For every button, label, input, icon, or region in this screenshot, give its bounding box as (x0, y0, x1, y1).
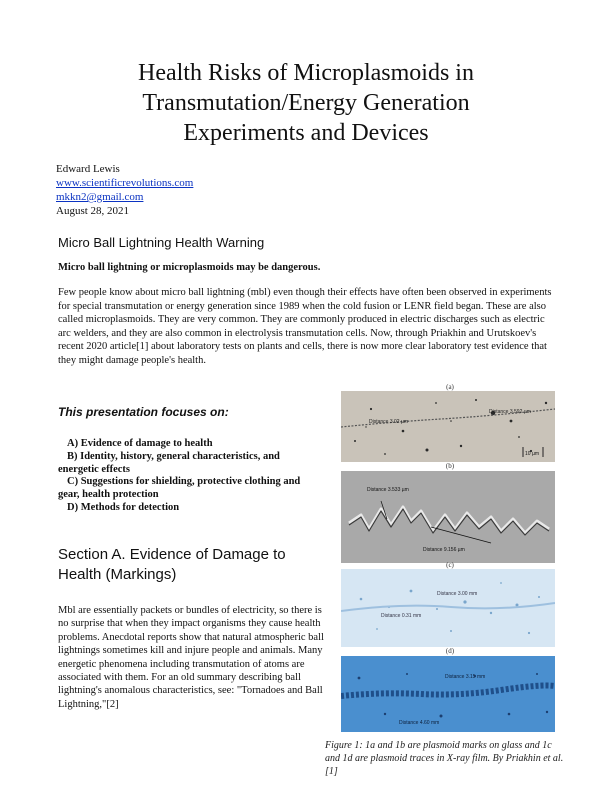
panel-b-annotation: Distance 3.533 µm (367, 487, 409, 493)
section-heading-micro: Micro Ball Lightning Health Warning (58, 235, 265, 250)
email-link[interactable]: mkkn2@gmail.com (56, 191, 144, 203)
warning-line: Micro ball lightning or microplasmoids may be dangerous. (58, 262, 321, 273)
panel-label-d: (d) (445, 647, 455, 655)
panel-a-scale: 10 µm (525, 451, 539, 457)
author-block (56, 162, 193, 218)
section-a-paragraph: Mbl are essentially packets or bundles of electricity, so there is no surprise that when they impact organisms they cause health problems. Anecdotal reports show that natural atmospheric ball lightnings sometimes kill and injure people and animals. Many energetic phenomena including transmutation of atoms are associated with them. For an old summary describing ball lightning's anomalous characteristics, see: "Tornadoes and Ball Lightning,"[2] (58, 605, 324, 710)
publication-date: August 28, 2021 (56, 205, 130, 217)
panel-c-annotation: Distance 0.31 mm (381, 613, 422, 619)
author-name: Edward Lewis (56, 163, 120, 175)
focus-heading: This presentation focuses on: (58, 405, 229, 419)
figure-panel-d (341, 656, 555, 732)
figure-panel-b (341, 471, 555, 563)
panel-label-c: (c) (446, 561, 454, 569)
focus-list (58, 438, 320, 515)
focus-item: C) Suggestions for shielding, protective clothing and gear, health protection (58, 476, 301, 501)
section-heading-a: Section A. Evidence of Damage to Health (Markings) (58, 546, 286, 583)
panel-c-annotation: Distance 3.00 mm (437, 591, 478, 597)
panel-d-annotation: Distance 3.15 mm (445, 674, 486, 680)
panel-label-a: (a) (446, 383, 454, 391)
panel-label-b: (b) (445, 462, 455, 470)
title-line-1: Health Risks of Microplasmoids in (138, 60, 474, 86)
panel-d-annotation: Distance 4.60 mm (399, 720, 440, 726)
focus-item: A) Evidence of damage to health (67, 438, 213, 449)
focus-item: B) Identity, history, general characteristics, and energetic effects (58, 450, 280, 475)
intro-paragraph: Few people know about micro ball lightning (mbl) even though their effects have often been observed in experiments for special transmutation or energy generation since 1989 when the cold fusion or LENR field began. These are also called microplasmoids. They are very common. They are commonly produced in electric discharges such as electric arc welders, and they are also common in electrolysis transmutation cells. Now, through Priakhin and Urutskoev's recent 2020 article[1] about laboratory tests on plants and cells, there is now more clear laboratory test evidence that they might damage people's health. (58, 287, 552, 366)
website-link[interactable]: www.scientificrevolutions.com (56, 177, 194, 189)
figure-panel-c (341, 569, 555, 647)
panel-a-annotation: Distance 3.592 µm (489, 409, 531, 415)
paper-title (0, 58, 612, 148)
figure-caption: Figure 1: 1a and 1b are plasmoid marks on glass and 1c and 1d are plasmoid traces in X-ray film. By Priakhin et al.[1] (325, 740, 564, 777)
panel-b-annotation: Distance 9.156 µm (423, 547, 465, 553)
focus-item: D) Methods for detection (67, 501, 180, 513)
figure-panel-a (341, 391, 555, 462)
panel-a-annotation: Distance 3.02 µm (369, 419, 409, 425)
title-line-3: Experiments and Devices (183, 120, 429, 146)
title-line-2: Transmutation/Energy Generation (142, 90, 470, 116)
